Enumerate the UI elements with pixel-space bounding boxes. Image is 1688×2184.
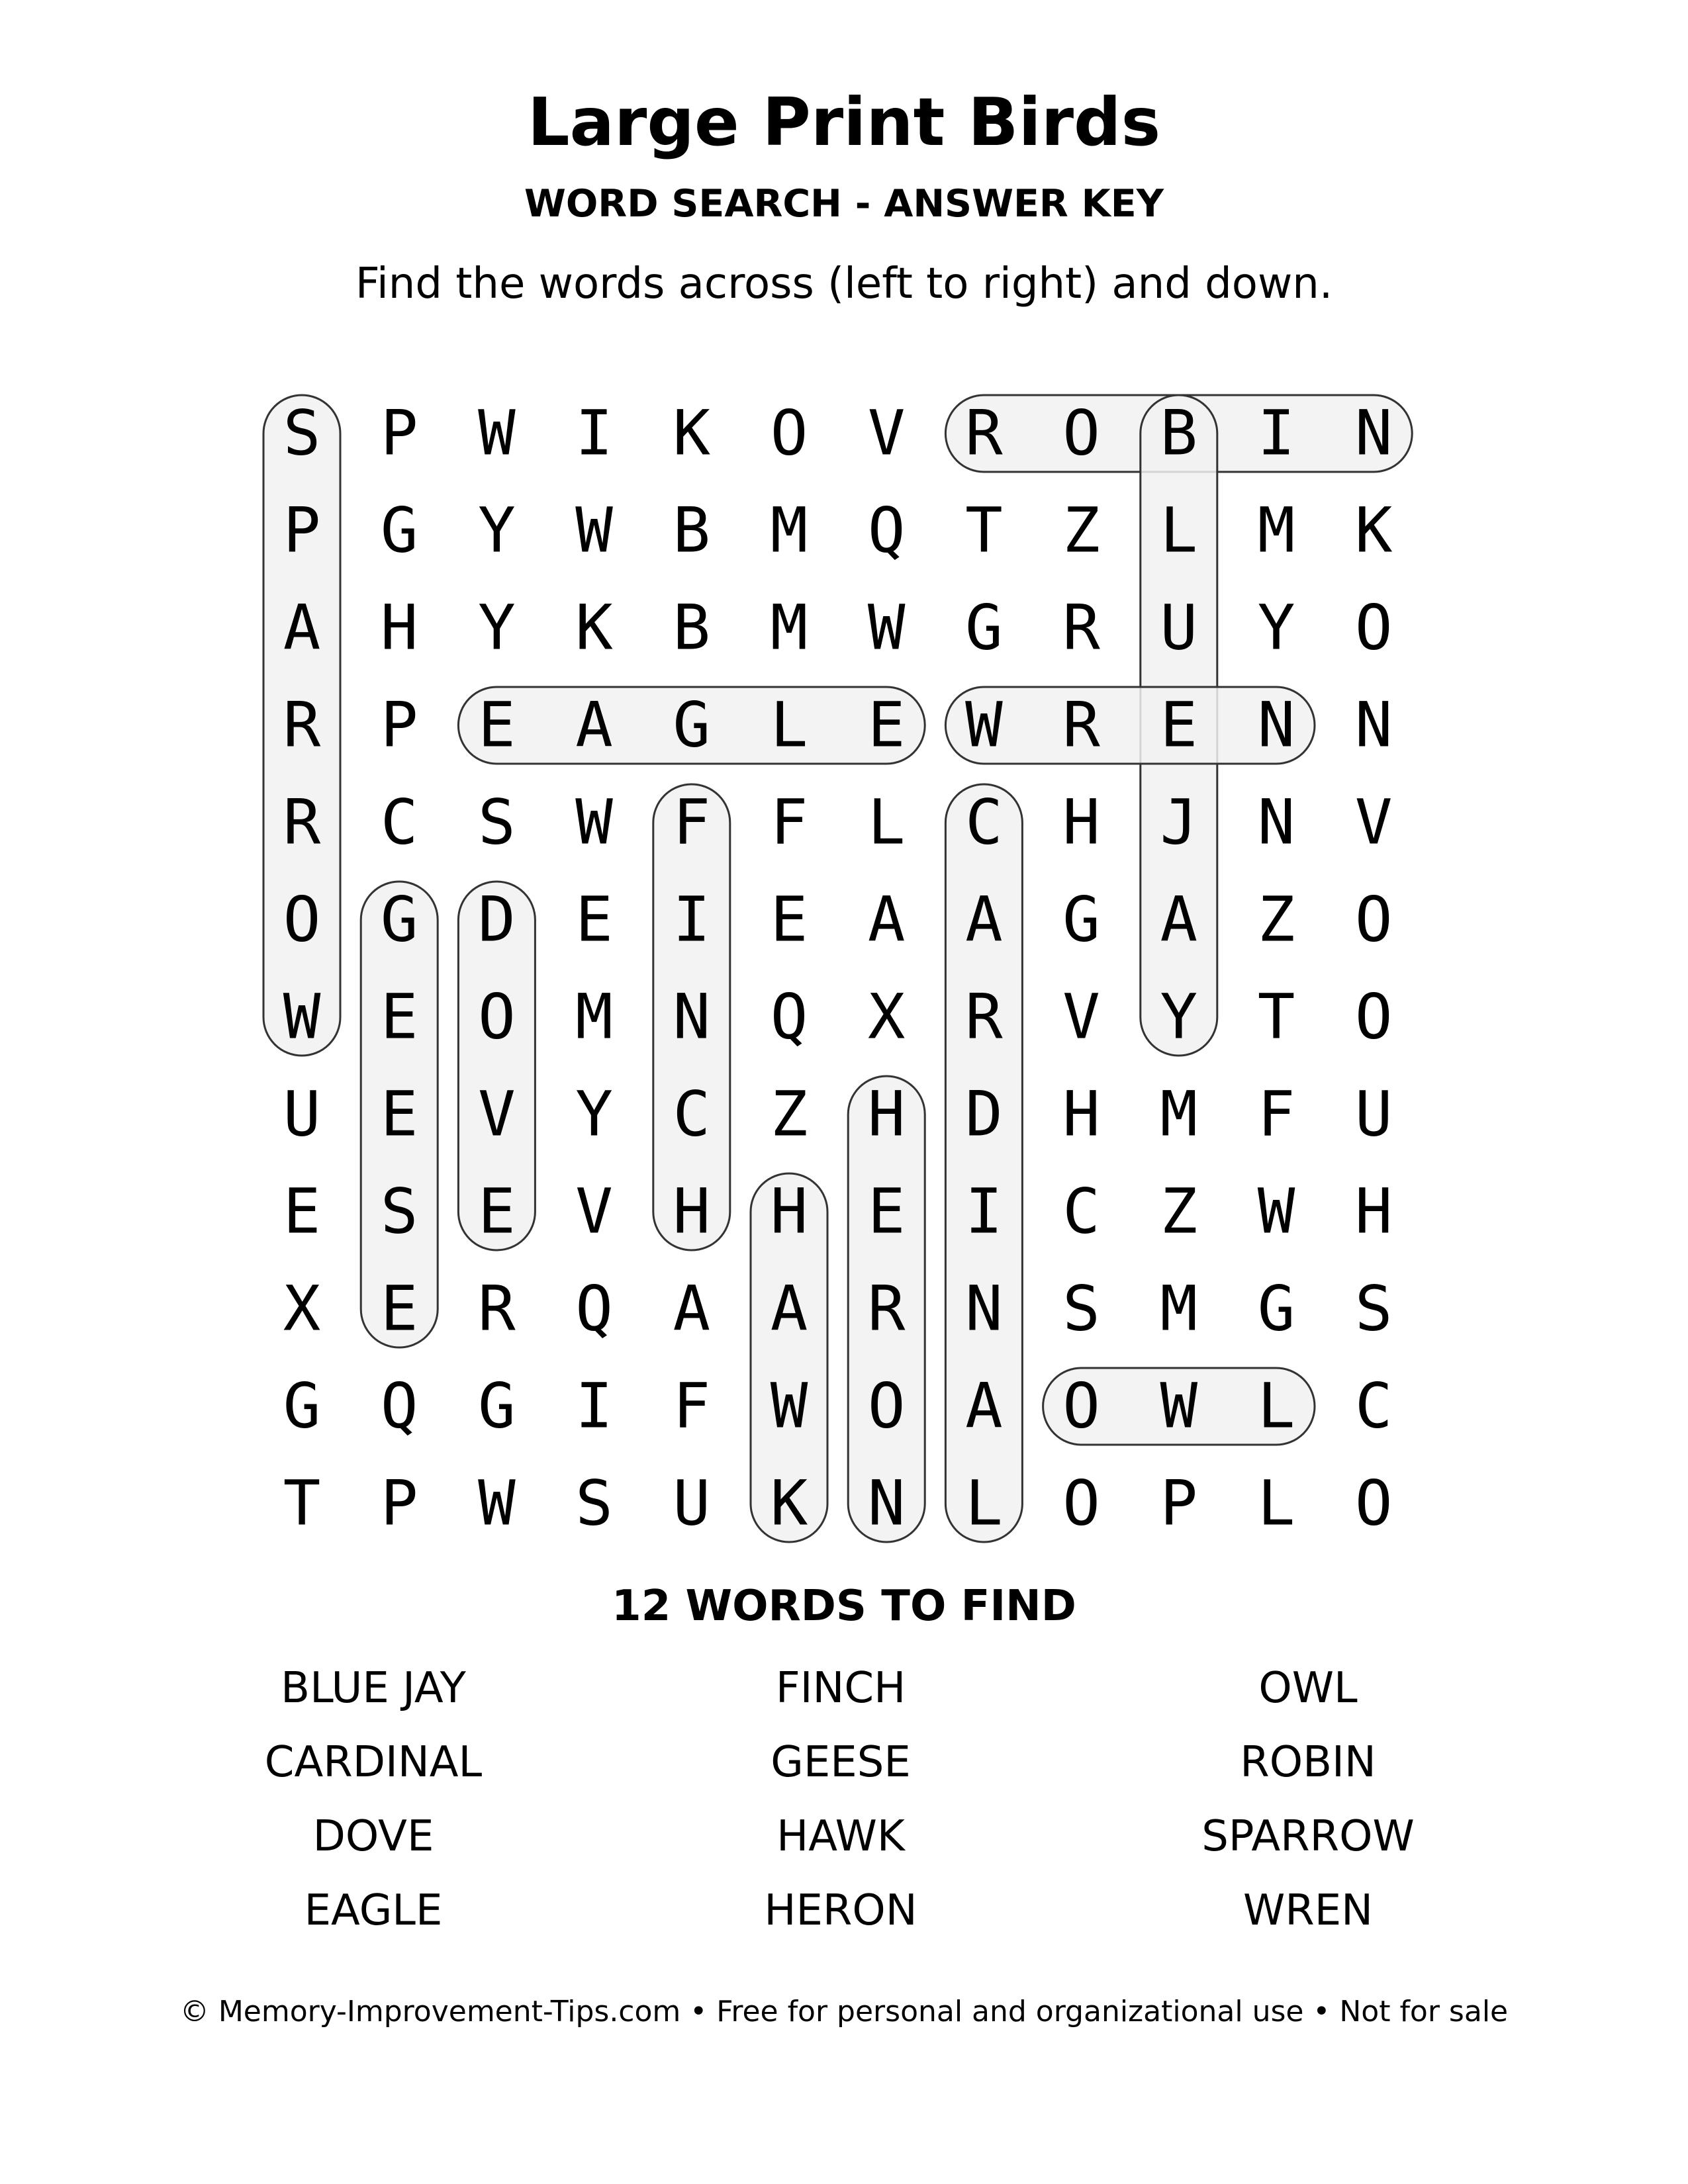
word-list-item: DOVE [312, 1812, 434, 1861]
grid-letter: F [673, 1370, 711, 1443]
grid-letter: S [575, 1467, 613, 1540]
word-list-item: BLUE JAY [281, 1664, 466, 1713]
word-list-item: GEESE [771, 1738, 911, 1787]
grid-letter: M [1257, 494, 1295, 567]
grid-letter: H [867, 1078, 906, 1151]
grid-letter: F [1257, 1078, 1295, 1151]
word-list-item: WREN [1243, 1886, 1374, 1935]
grid-letter: E [770, 884, 808, 956]
grid-letter: U [673, 1467, 711, 1540]
grid-letter: G [1257, 1273, 1295, 1345]
grid-letter: V [1062, 981, 1100, 1054]
grid-letter: Q [380, 1370, 418, 1443]
grid-letter: G [380, 884, 418, 956]
grid-letter: Y [575, 1078, 613, 1151]
grid-letter: S [380, 1175, 418, 1248]
grid-letter: R [478, 1273, 516, 1345]
grid-letter: R [1062, 592, 1100, 664]
grid-letter: W [867, 592, 906, 664]
grid-letter: T [1257, 981, 1295, 1054]
grid-letter: N [673, 981, 711, 1054]
word-list-column [142, 1651, 605, 1948]
grid-letter: O [1062, 397, 1100, 470]
grid-letter: A [1160, 884, 1198, 956]
grid-letter: W [575, 494, 613, 567]
grid-letter: P [1160, 1467, 1198, 1540]
grid-letter: Q [867, 494, 906, 567]
grid-letter: R [965, 397, 1003, 470]
grid-letter: A [283, 592, 321, 664]
grid-letter: Y [1160, 981, 1198, 1054]
grid-letter: C [673, 1078, 711, 1151]
grid-letter: O [1354, 884, 1393, 956]
grid-letter: Y [1257, 592, 1295, 664]
grid-letter: E [867, 1175, 906, 1248]
grid-letter: X [283, 1273, 321, 1345]
grid-letter: L [965, 1467, 1003, 1540]
grid-letter: L [1257, 1370, 1295, 1443]
grid-letter: P [380, 1467, 418, 1540]
copyright-footer: © Memory-Improvement-Tips.com • Free for personal and organizational use • Not for sale [179, 1995, 1509, 2028]
grid-letter: B [673, 494, 711, 567]
word-list-item: CARDINAL [264, 1738, 483, 1787]
grid-letter: K [1354, 494, 1393, 567]
grid-letter: Q [575, 1273, 613, 1345]
grid-letter: V [575, 1175, 613, 1248]
grid-letter: W [1160, 1370, 1198, 1443]
grid-letter: K [575, 592, 613, 664]
grid-letter: W [283, 981, 321, 1054]
grid-letter: L [770, 689, 808, 762]
page-subtitle: WORD SEARCH - ANSWER KEY [524, 182, 1164, 226]
grid-letter: Y [478, 494, 516, 567]
word-list-item: HAWK [776, 1812, 905, 1861]
grid-letter: Z [1062, 494, 1100, 567]
grid-letter: N [1354, 689, 1393, 762]
word-list-item: EAGLE [304, 1886, 443, 1935]
grid-letter: R [283, 689, 321, 762]
grid-letter: X [867, 981, 906, 1054]
grid-letter: L [1257, 1467, 1295, 1540]
word-list-column [1076, 1651, 1540, 1948]
grid-letter: O [770, 397, 808, 470]
grid-letter: T [283, 1467, 321, 1540]
grid-letter: E [380, 981, 418, 1054]
grid-letter: A [867, 884, 906, 956]
grid-letter: I [575, 1370, 613, 1443]
grid-letter: O [1062, 1370, 1100, 1443]
grid-letter: F [673, 786, 711, 859]
grid-letter: A [673, 1273, 711, 1345]
grid-letter: H [673, 1175, 711, 1248]
word-list-item: HERON [764, 1886, 917, 1935]
grid-letter: O [478, 981, 516, 1054]
grid-letter: O [1062, 1467, 1100, 1540]
grid-letter: E [478, 1175, 516, 1248]
grid-letter: A [770, 1273, 808, 1345]
word-list-item: ROBIN [1240, 1738, 1376, 1787]
grid-letter: W [478, 397, 516, 470]
grid-letter: N [1257, 786, 1295, 859]
grid-letter: S [478, 786, 516, 859]
grid-letter: E [478, 689, 516, 762]
grid-letter: R [1062, 689, 1100, 762]
grid-letter: G [478, 1370, 516, 1443]
grid-letter: C [380, 786, 418, 859]
grid-letter: P [283, 494, 321, 567]
grid-letter: C [1354, 1370, 1393, 1443]
grid-letter: M [770, 592, 808, 664]
grid-letter: W [770, 1370, 808, 1443]
grid-letter: P [380, 689, 418, 762]
grid-letter: H [1062, 786, 1100, 859]
grid-letter: W [1257, 1175, 1295, 1248]
grid-letter: I [673, 884, 711, 956]
grid-letter: R [965, 981, 1003, 1054]
grid-letter: G [1062, 884, 1100, 956]
grid-letter: V [478, 1078, 516, 1151]
grid-letter: T [965, 494, 1003, 567]
grid-letter: O [1354, 592, 1393, 664]
grid-letter: A [965, 884, 1003, 956]
grid-letter: I [575, 397, 613, 470]
grid-letter: W [575, 786, 613, 859]
grid-letter: H [1062, 1078, 1100, 1151]
grid-letter: M [575, 981, 613, 1054]
grid-letter: G [380, 494, 418, 567]
grid-letter: E [380, 1078, 418, 1151]
grid-letter: W [965, 689, 1003, 762]
grid-letter: K [673, 397, 711, 470]
grid-letter: S [1062, 1273, 1100, 1345]
grid-letter: S [283, 397, 321, 470]
grid-letter: E [575, 884, 613, 956]
grid-letter: E [283, 1175, 321, 1248]
grid-letter: B [1160, 397, 1198, 470]
grid-letter: I [965, 1175, 1003, 1248]
grid-letter: Z [1257, 884, 1295, 956]
grid-letter: N [965, 1273, 1003, 1345]
grid-letter: P [380, 397, 418, 470]
grid-letter: L [867, 786, 906, 859]
grid-letter: Y [478, 592, 516, 664]
grid-letter: M [1160, 1273, 1198, 1345]
grid-letter: B [673, 592, 711, 664]
grid-letter: G [965, 592, 1003, 664]
word-list-heading: 12 WORDS TO FIND [612, 1582, 1076, 1631]
grid-letter: U [1354, 1078, 1393, 1151]
grid-letter: E [380, 1273, 418, 1345]
grid-letter: I [1257, 397, 1295, 470]
grid-letter: G [283, 1370, 321, 1443]
grid-letter: N [1354, 397, 1393, 470]
grid-letter: C [1062, 1175, 1100, 1248]
grid-letter: V [1354, 786, 1393, 859]
grid-letter: R [283, 786, 321, 859]
grid-letter: Z [1160, 1175, 1198, 1248]
grid-letter: F [770, 786, 808, 859]
page-title: Large Print Birds [527, 83, 1161, 161]
grid-letter: M [1160, 1078, 1198, 1151]
grid-letter: U [283, 1078, 321, 1151]
grid-letter: N [867, 1467, 906, 1540]
grid-letter: H [380, 592, 418, 664]
grid-letter: O [1354, 1467, 1393, 1540]
grid-letter: U [1160, 592, 1198, 664]
grid-letter: S [1354, 1273, 1393, 1345]
grid-letter: O [867, 1370, 906, 1443]
grid-letter: G [673, 689, 711, 762]
grid-letter: Q [770, 981, 808, 1054]
grid-letter: Z [770, 1078, 808, 1151]
grid-letter: L [1160, 494, 1198, 567]
grid-letter: H [1354, 1175, 1393, 1248]
grid-letter: E [1160, 689, 1198, 762]
grid-letter: C [965, 786, 1003, 859]
grid-letter: J [1160, 786, 1198, 859]
grid-letter: R [867, 1273, 906, 1345]
grid-letter: K [770, 1467, 808, 1540]
grid-letter: W [478, 1467, 516, 1540]
grid-letter: N [1257, 689, 1295, 762]
instructions-text: Find the words across (left to right) and down. [355, 259, 1333, 308]
grid-letter: O [283, 884, 321, 956]
word-list-item: FINCH [775, 1664, 906, 1713]
grid-letter: D [478, 884, 516, 956]
answer-highlights [263, 395, 1412, 1542]
grid-letter: O [1354, 981, 1393, 1054]
grid-letter: A [575, 689, 613, 762]
word-list-item: OWL [1258, 1664, 1358, 1713]
word-list-column [609, 1651, 1072, 1948]
word-list-item: SPARROW [1201, 1812, 1415, 1861]
grid-letter: E [867, 689, 906, 762]
grid-letter: M [770, 494, 808, 567]
grid-letter: A [965, 1370, 1003, 1443]
grid-letter: V [867, 397, 906, 470]
grid-letter: H [770, 1175, 808, 1248]
grid-letter: D [965, 1078, 1003, 1151]
